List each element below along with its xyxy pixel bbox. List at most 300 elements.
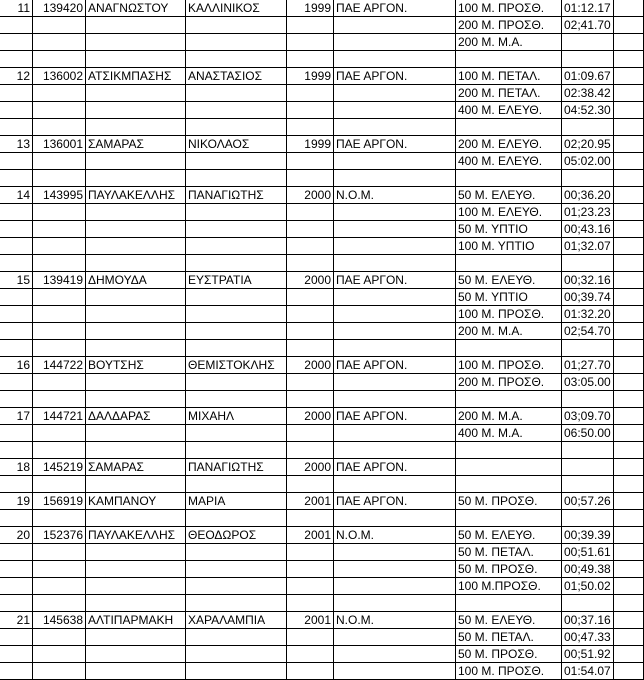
cell-surname[interactable]: ΠΑΥΛΑΚΕΛΛΗΣ (86, 527, 186, 544)
cell-number[interactable] (0, 561, 33, 578)
cell-empty[interactable] (614, 0, 644, 17)
cell-birth-year[interactable]: 2000 (287, 357, 334, 374)
cell-time[interactable]: 01:12.17 (562, 0, 614, 17)
cell-time[interactable] (562, 170, 614, 187)
cell-event[interactable]: 50 Μ. ΕΛΕΥΘ. (456, 272, 562, 289)
cell-time[interactable]: 00;39.74 (562, 289, 614, 306)
cell-first-name[interactable] (186, 510, 287, 527)
cell-time[interactable]: 03:05.00 (562, 374, 614, 391)
cell-number[interactable]: 16 (0, 357, 33, 374)
cell-surname[interactable] (86, 374, 186, 391)
cell-number[interactable] (0, 510, 33, 527)
cell-birth-year[interactable] (287, 51, 334, 68)
cell-athlete-id[interactable] (33, 51, 86, 68)
cell-empty[interactable] (614, 544, 644, 561)
cell-athlete-id[interactable]: 144722 (33, 357, 86, 374)
cell-number[interactable]: 12 (0, 68, 33, 85)
cell-birth-year[interactable] (287, 119, 334, 136)
cell-event[interactable] (456, 119, 562, 136)
cell-club[interactable] (334, 391, 456, 408)
cell-time[interactable] (562, 510, 614, 527)
cell-time[interactable] (562, 595, 614, 612)
cell-event[interactable] (456, 476, 562, 493)
cell-time[interactable]: 00;32.16 (562, 272, 614, 289)
cell-club[interactable]: ΠΑΕ ΑΡΓΟΝ. (334, 136, 456, 153)
cell-birth-year[interactable] (287, 646, 334, 663)
cell-athlete-id[interactable]: 145219 (33, 459, 86, 476)
cell-number[interactable] (0, 102, 33, 119)
cell-club[interactable] (334, 221, 456, 238)
cell-time[interactable] (562, 340, 614, 357)
cell-event[interactable]: 200 Μ. Μ.Α. (456, 323, 562, 340)
cell-empty[interactable] (614, 17, 644, 34)
cell-empty[interactable] (614, 289, 644, 306)
cell-surname[interactable]: ΑΤΣΙΚΜΠΑΣΗΣ (86, 68, 186, 85)
cell-birth-year[interactable] (287, 476, 334, 493)
cell-number[interactable] (0, 595, 33, 612)
cell-number[interactable] (0, 663, 33, 680)
cell-time[interactable]: 05:02.00 (562, 153, 614, 170)
cell-birth-year[interactable]: 2001 (287, 493, 334, 510)
cell-number[interactable] (0, 289, 33, 306)
cell-empty[interactable] (614, 51, 644, 68)
cell-event[interactable]: 400 Μ. ΕΛΕΥΘ. (456, 102, 562, 119)
cell-time[interactable]: 01;32.07 (562, 238, 614, 255)
cell-first-name[interactable]: ΧΑΡΑΛΑΜΠΙΑ (186, 612, 287, 629)
cell-club[interactable] (334, 442, 456, 459)
cell-number[interactable]: 11 (0, 0, 33, 17)
cell-first-name[interactable]: ΝΙΚΟΛΑΟΣ (186, 136, 287, 153)
cell-surname[interactable] (86, 119, 186, 136)
cell-athlete-id[interactable] (33, 204, 86, 221)
cell-birth-year[interactable] (287, 442, 334, 459)
cell-event[interactable]: 50 Μ. ΠΕΤΑΛ. (456, 544, 562, 561)
cell-birth-year[interactable] (287, 323, 334, 340)
cell-time[interactable]: 00;39.39 (562, 527, 614, 544)
cell-event[interactable]: 200 Μ. ΠΡΟΣΘ. (456, 374, 562, 391)
cell-athlete-id[interactable] (33, 119, 86, 136)
cell-event[interactable]: 50 Μ. ΠΡΟΣΘ. (456, 493, 562, 510)
cell-empty[interactable] (614, 357, 644, 374)
cell-club[interactable] (334, 476, 456, 493)
cell-athlete-id[interactable] (33, 170, 86, 187)
cell-first-name[interactable] (186, 544, 287, 561)
cell-surname[interactable]: ΑΛΤΙΠΑΡΜΑΚΗ (86, 612, 186, 629)
cell-surname[interactable] (86, 578, 186, 595)
cell-empty[interactable] (614, 408, 644, 425)
cell-athlete-id[interactable]: 152376 (33, 527, 86, 544)
cell-empty[interactable] (614, 238, 644, 255)
cell-first-name[interactable] (186, 578, 287, 595)
cell-event[interactable] (456, 510, 562, 527)
cell-birth-year[interactable]: 2001 (287, 527, 334, 544)
cell-event[interactable] (456, 391, 562, 408)
cell-surname[interactable] (86, 391, 186, 408)
cell-number[interactable]: 14 (0, 187, 33, 204)
cell-first-name[interactable]: ΠΑΝΑΓΙΩΤΗΣ (186, 187, 287, 204)
cell-time[interactable] (562, 459, 614, 476)
cell-time[interactable]: 00;57.26 (562, 493, 614, 510)
cell-empty[interactable] (614, 476, 644, 493)
cell-number[interactable] (0, 544, 33, 561)
cell-time[interactable]: 00;36.20 (562, 187, 614, 204)
cell-first-name[interactable] (186, 255, 287, 272)
cell-birth-year[interactable] (287, 85, 334, 102)
cell-athlete-id[interactable] (33, 510, 86, 527)
cell-surname[interactable] (86, 476, 186, 493)
cell-number[interactable] (0, 578, 33, 595)
cell-club[interactable] (334, 578, 456, 595)
cell-club[interactable]: ΠΑΕ ΑΡΓΟΝ. (334, 459, 456, 476)
cell-first-name[interactable] (186, 238, 287, 255)
cell-time[interactable]: 00;51.92 (562, 646, 614, 663)
cell-event[interactable]: 50 Μ. ΥΠΤΙΟ (456, 221, 562, 238)
cell-time[interactable]: 01;27.70 (562, 357, 614, 374)
cell-event[interactable]: 100 Μ.ΠΡΟΣΘ. (456, 578, 562, 595)
cell-birth-year[interactable] (287, 204, 334, 221)
cell-number[interactable]: 21 (0, 612, 33, 629)
cell-birth-year[interactable]: 2000 (287, 408, 334, 425)
cell-surname[interactable]: ΔΑΛΔΑΡΑΣ (86, 408, 186, 425)
cell-event[interactable]: 200 Μ. Μ.Α. (456, 34, 562, 51)
cell-event[interactable]: 50 Μ. ΠΡΟΣΘ. (456, 561, 562, 578)
cell-first-name[interactable]: ΘΕΜΙΣΤΟΚΛΗΣ (186, 357, 287, 374)
cell-birth-year[interactable] (287, 561, 334, 578)
cell-club[interactable] (334, 595, 456, 612)
cell-birth-year[interactable] (287, 629, 334, 646)
cell-athlete-id[interactable]: 156919 (33, 493, 86, 510)
cell-event[interactable]: 200 Μ. ΠΕΤΑΛ. (456, 85, 562, 102)
cell-surname[interactable]: ΣΑΜΑΡΑΣ (86, 459, 186, 476)
cell-surname[interactable] (86, 204, 186, 221)
cell-birth-year[interactable] (287, 306, 334, 323)
cell-club[interactable] (334, 323, 456, 340)
cell-surname[interactable] (86, 663, 186, 680)
cell-surname[interactable]: ΑΝΑΓΝΩΣΤΟΥ (86, 0, 186, 17)
cell-event[interactable]: 50 Μ. ΠΡΟΣΘ. (456, 646, 562, 663)
cell-athlete-id[interactable] (33, 85, 86, 102)
cell-club[interactable]: ΠΑΕ ΑΡΓΟΝ. (334, 408, 456, 425)
cell-surname[interactable]: ΔΗΜΟΥΔΑ (86, 272, 186, 289)
cell-event[interactable]: 50 Μ. ΕΛΕΥΘ. (456, 187, 562, 204)
cell-athlete-id[interactable] (33, 578, 86, 595)
cell-club[interactable] (334, 663, 456, 680)
cell-first-name[interactable] (186, 204, 287, 221)
cell-empty[interactable] (614, 459, 644, 476)
cell-surname[interactable] (86, 544, 186, 561)
cell-number[interactable]: 18 (0, 459, 33, 476)
cell-surname[interactable] (86, 595, 186, 612)
cell-event[interactable]: 400 Μ. ΕΛΕΥΘ. (456, 153, 562, 170)
cell-first-name[interactable] (186, 170, 287, 187)
cell-number[interactable] (0, 51, 33, 68)
cell-birth-year[interactable] (287, 544, 334, 561)
cell-surname[interactable] (86, 442, 186, 459)
cell-event[interactable] (456, 170, 562, 187)
cell-birth-year[interactable] (287, 17, 334, 34)
cell-time[interactable]: 01:54.07 (562, 663, 614, 680)
cell-surname[interactable]: ΠΑΥΛΑΚΕΛΛΗΣ (86, 187, 186, 204)
cell-athlete-id[interactable] (33, 374, 86, 391)
cell-club[interactable] (334, 102, 456, 119)
cell-athlete-id[interactable] (33, 425, 86, 442)
cell-club[interactable] (334, 306, 456, 323)
cell-athlete-id[interactable]: 139420 (33, 0, 86, 17)
cell-event[interactable]: 100 Μ. ΥΠΤΙΟ (456, 238, 562, 255)
cell-empty[interactable] (614, 323, 644, 340)
cell-club[interactable] (334, 85, 456, 102)
cell-empty[interactable] (614, 221, 644, 238)
cell-empty[interactable] (614, 187, 644, 204)
cell-athlete-id[interactable] (33, 289, 86, 306)
cell-event[interactable]: 200 Μ. ΠΡΟΣΘ. (456, 17, 562, 34)
cell-empty[interactable] (614, 595, 644, 612)
cell-time[interactable] (562, 119, 614, 136)
cell-birth-year[interactable] (287, 102, 334, 119)
cell-empty[interactable] (614, 578, 644, 595)
cell-empty[interactable] (614, 170, 644, 187)
cell-first-name[interactable] (186, 34, 287, 51)
cell-time[interactable]: 00;49.38 (562, 561, 614, 578)
cell-time[interactable]: 00;37.16 (562, 612, 614, 629)
cell-time[interactable] (562, 51, 614, 68)
cell-first-name[interactable] (186, 323, 287, 340)
cell-birth-year[interactable] (287, 578, 334, 595)
cell-event[interactable]: 200 Μ. ΕΛΕΥΘ. (456, 136, 562, 153)
cell-surname[interactable] (86, 255, 186, 272)
cell-club[interactable] (334, 561, 456, 578)
cell-athlete-id[interactable] (33, 306, 86, 323)
cell-empty[interactable] (614, 272, 644, 289)
cell-event[interactable]: 100 Μ. ΠΡΟΣΘ. (456, 306, 562, 323)
cell-empty[interactable] (614, 646, 644, 663)
cell-first-name[interactable]: ΕΥΣΤΡΑΤΙΑ (186, 272, 287, 289)
cell-time[interactable]: 01:09.67 (562, 68, 614, 85)
cell-surname[interactable] (86, 340, 186, 357)
cell-time[interactable]: 03;09.70 (562, 408, 614, 425)
cell-time[interactable]: 01;50.02 (562, 578, 614, 595)
cell-empty[interactable] (614, 442, 644, 459)
cell-surname[interactable] (86, 153, 186, 170)
cell-club[interactable] (334, 34, 456, 51)
cell-birth-year[interactable] (287, 153, 334, 170)
cell-number[interactable]: 19 (0, 493, 33, 510)
cell-number[interactable] (0, 170, 33, 187)
cell-surname[interactable] (86, 238, 186, 255)
cell-surname[interactable] (86, 85, 186, 102)
cell-empty[interactable] (614, 102, 644, 119)
cell-event[interactable]: 100 Μ. ΠΡΟΣΘ. (456, 663, 562, 680)
cell-birth-year[interactable] (287, 595, 334, 612)
cell-birth-year[interactable] (287, 425, 334, 442)
cell-club[interactable] (334, 629, 456, 646)
cell-birth-year[interactable] (287, 221, 334, 238)
cell-first-name[interactable] (186, 221, 287, 238)
cell-surname[interactable]: ΚΑΜΠΑΝΟΥ (86, 493, 186, 510)
cell-number[interactable] (0, 221, 33, 238)
cell-first-name[interactable] (186, 561, 287, 578)
cell-surname[interactable] (86, 221, 186, 238)
cell-first-name[interactable] (186, 153, 287, 170)
cell-athlete-id[interactable] (33, 221, 86, 238)
cell-first-name[interactable] (186, 289, 287, 306)
cell-surname[interactable] (86, 425, 186, 442)
cell-first-name[interactable] (186, 646, 287, 663)
cell-empty[interactable] (614, 493, 644, 510)
cell-empty[interactable] (614, 119, 644, 136)
cell-number[interactable] (0, 323, 33, 340)
cell-event[interactable] (456, 442, 562, 459)
cell-first-name[interactable] (186, 476, 287, 493)
cell-surname[interactable] (86, 289, 186, 306)
cell-number[interactable] (0, 306, 33, 323)
cell-athlete-id[interactable] (33, 17, 86, 34)
cell-event[interactable]: 50 Μ. ΕΛΕΥΘ. (456, 612, 562, 629)
cell-birth-year[interactable] (287, 238, 334, 255)
cell-first-name[interactable] (186, 629, 287, 646)
cell-surname[interactable] (86, 561, 186, 578)
cell-time[interactable]: 02;20.95 (562, 136, 614, 153)
cell-first-name[interactable] (186, 85, 287, 102)
cell-number[interactable]: 20 (0, 527, 33, 544)
cell-birth-year[interactable] (287, 289, 334, 306)
cell-club[interactable] (334, 238, 456, 255)
cell-birth-year[interactable]: 1999 (287, 0, 334, 17)
cell-first-name[interactable]: ΜΙΧΑΗΛ (186, 408, 287, 425)
cell-athlete-id[interactable] (33, 323, 86, 340)
cell-empty[interactable] (614, 561, 644, 578)
cell-birth-year[interactable] (287, 663, 334, 680)
cell-first-name[interactable]: ΚΑΛΛΙΝΙΚΟΣ (186, 0, 287, 17)
cell-first-name[interactable] (186, 119, 287, 136)
cell-club[interactable]: ΠΑΕ ΑΡΓΟΝ. (334, 68, 456, 85)
cell-time[interactable]: 00;47.33 (562, 629, 614, 646)
cell-club[interactable]: ΠΑΕ ΑΡΓΟΝ. (334, 272, 456, 289)
cell-time[interactable]: 02;54.70 (562, 323, 614, 340)
cell-club[interactable] (334, 340, 456, 357)
cell-athlete-id[interactable] (33, 340, 86, 357)
cell-event[interactable]: 100 Μ. ΠΡΟΣΘ. (456, 357, 562, 374)
cell-event[interactable]: 100 Μ. ΕΛΕΥΘ. (456, 204, 562, 221)
cell-empty[interactable] (614, 136, 644, 153)
cell-number[interactable] (0, 425, 33, 442)
cell-first-name[interactable] (186, 102, 287, 119)
cell-first-name[interactable] (186, 595, 287, 612)
cell-number[interactable] (0, 119, 33, 136)
cell-club[interactable] (334, 544, 456, 561)
cell-empty[interactable] (614, 663, 644, 680)
cell-number[interactable] (0, 646, 33, 663)
cell-athlete-id[interactable] (33, 255, 86, 272)
cell-empty[interactable] (614, 204, 644, 221)
cell-event[interactable] (456, 340, 562, 357)
cell-empty[interactable] (614, 629, 644, 646)
cell-event[interactable] (456, 51, 562, 68)
cell-club[interactable]: Ν.Ο.Μ. (334, 612, 456, 629)
cell-birth-year[interactable]: 2000 (287, 459, 334, 476)
cell-athlete-id[interactable] (33, 646, 86, 663)
cell-event[interactable] (456, 255, 562, 272)
cell-first-name[interactable]: ΘΕΟΔΩΡΟΣ (186, 527, 287, 544)
cell-event[interactable]: 100 Μ. ΠΕΤΑΛ. (456, 68, 562, 85)
cell-birth-year[interactable] (287, 34, 334, 51)
cell-time[interactable]: 04:52.30 (562, 102, 614, 119)
cell-club[interactable] (334, 255, 456, 272)
cell-athlete-id[interactable] (33, 663, 86, 680)
cell-event[interactable]: 100 Μ. ΠΡΟΣΘ. (456, 0, 562, 17)
cell-surname[interactable] (86, 629, 186, 646)
cell-club[interactable] (334, 170, 456, 187)
cell-athlete-id[interactable]: 144721 (33, 408, 86, 425)
cell-first-name[interactable] (186, 663, 287, 680)
cell-time[interactable] (562, 34, 614, 51)
cell-empty[interactable] (614, 391, 644, 408)
cell-time[interactable]: 02;41.70 (562, 17, 614, 34)
cell-athlete-id[interactable] (33, 629, 86, 646)
cell-first-name[interactable] (186, 425, 287, 442)
cell-time[interactable]: 01:32.20 (562, 306, 614, 323)
cell-number[interactable] (0, 442, 33, 459)
cell-birth-year[interactable]: 2000 (287, 187, 334, 204)
cell-first-name[interactable] (186, 340, 287, 357)
cell-first-name[interactable] (186, 306, 287, 323)
cell-athlete-id[interactable]: 139419 (33, 272, 86, 289)
cell-club[interactable] (334, 510, 456, 527)
cell-first-name[interactable] (186, 51, 287, 68)
cell-birth-year[interactable] (287, 170, 334, 187)
cell-athlete-id[interactable]: 145638 (33, 612, 86, 629)
cell-empty[interactable] (614, 306, 644, 323)
cell-athlete-id[interactable] (33, 391, 86, 408)
cell-event[interactable]: 50 Μ. ΠΕΤΑΛ. (456, 629, 562, 646)
cell-surname[interactable] (86, 34, 186, 51)
cell-time[interactable]: 02:38.42 (562, 85, 614, 102)
cell-first-name[interactable] (186, 17, 287, 34)
cell-event[interactable]: 200 Μ. Μ.Α. (456, 408, 562, 425)
cell-empty[interactable] (614, 527, 644, 544)
cell-birth-year[interactable]: 2000 (287, 272, 334, 289)
cell-birth-year[interactable]: 2001 (287, 612, 334, 629)
cell-surname[interactable]: ΣΑΜΑΡΑΣ (86, 136, 186, 153)
cell-time[interactable] (562, 442, 614, 459)
cell-surname[interactable] (86, 17, 186, 34)
cell-time[interactable] (562, 391, 614, 408)
cell-number[interactable]: 13 (0, 136, 33, 153)
cell-empty[interactable] (614, 340, 644, 357)
cell-athlete-id[interactable]: 136001 (33, 136, 86, 153)
cell-surname[interactable] (86, 51, 186, 68)
cell-first-name[interactable] (186, 391, 287, 408)
cell-time[interactable]: 00;43.16 (562, 221, 614, 238)
cell-surname[interactable] (86, 510, 186, 527)
cell-club[interactable]: Ν.Ο.Μ. (334, 527, 456, 544)
cell-empty[interactable] (614, 255, 644, 272)
cell-athlete-id[interactable] (33, 238, 86, 255)
cell-club[interactable] (334, 204, 456, 221)
cell-time[interactable]: 06:50.00 (562, 425, 614, 442)
cell-birth-year[interactable] (287, 340, 334, 357)
cell-club[interactable]: ΠΑΕ ΑΡΓΟΝ. (334, 357, 456, 374)
cell-club[interactable] (334, 17, 456, 34)
cell-event[interactable]: 400 Μ. Μ.Α. (456, 425, 562, 442)
cell-event[interactable]: 50 Μ. ΥΠΤΙΟ (456, 289, 562, 306)
cell-number[interactable]: 15 (0, 272, 33, 289)
cell-time[interactable]: 00;51.61 (562, 544, 614, 561)
cell-first-name[interactable] (186, 374, 287, 391)
cell-athlete-id[interactable] (33, 476, 86, 493)
cell-birth-year[interactable]: 1999 (287, 68, 334, 85)
cell-number[interactable] (0, 629, 33, 646)
